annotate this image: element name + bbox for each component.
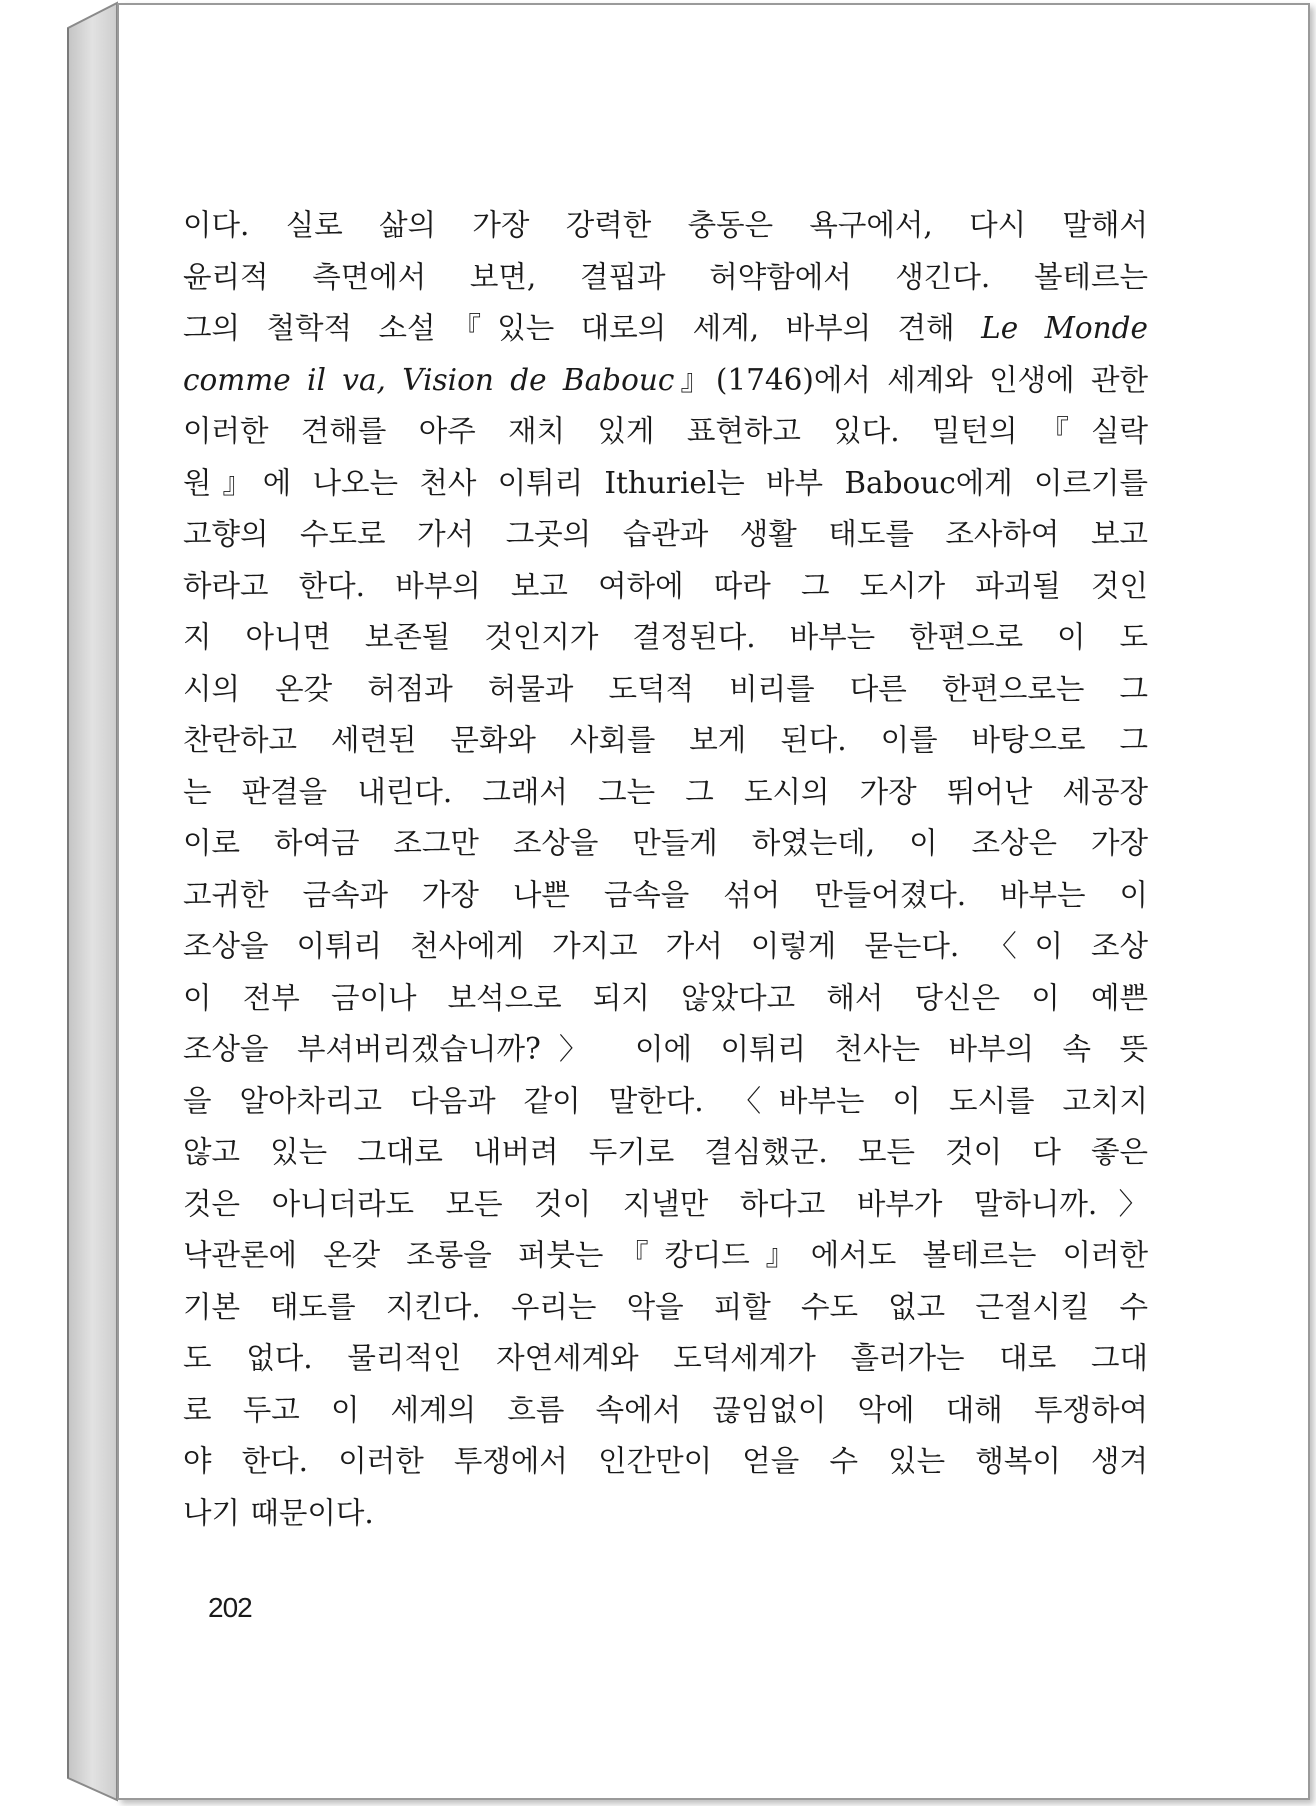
text-line: 야 한다. 이러한 투쟁에서 인간만이 얻을 수 있는 행복이 생겨 [183,1444,1148,1478]
text-line: 을 알아차리고 다음과 같이 말한다. 〈바부는 이 도시를 고치지 [183,1083,1148,1118]
text-line: 않고 있는 그대로 내버려 두기로 결심했군. 모든 것이 다 좋은 [183,1135,1148,1169]
text-line: 지 아니면 보존될 것인지가 결정된다. 바부는 한편으로 이 도 [183,620,1148,654]
text-line-segment: 』(1746)에서 세계와 인생에 관한 [674,362,1148,397]
text-line: 로 두고 이 세계의 흐름 속에서 끊임없이 악에 대해 투쟁하여 [183,1392,1148,1427]
text-line: 나기 때문이다. [183,1495,374,1530]
text-line: 것은 아니더라도 모든 것이 지낼만 하다고 바부가 말하니까.〉 [183,1186,1148,1221]
text-line: 조상을 부셔버리겠습니까?〉 이에 이튀리 천사는 바부의 속 뜻 [183,1032,1148,1066]
text-line: 도 없다. 물리적인 자연세계와 도덕세계가 흘러가는 대로 그대 [183,1341,1148,1375]
page-body-text [183,200,1148,1539]
text-line: 이다. 실로 삶의 가장 강력한 충동은 욕구에서, 다시 말해서 [183,208,1148,242]
italic-title: comme il va, Vision de Babouc [183,362,675,397]
text-line: 낙관론에 온갖 조롱을 퍼붓는『캉디드』에서도 볼테르는 이러한 [183,1238,1148,1272]
text-line: 시의 온갖 허점과 허물과 도덕적 비리를 다른 한편으로는 그 [183,671,1148,706]
text-line: 이로 하여금 조그만 조상을 만들게 하였는데, 이 조상은 가장 [183,826,1148,860]
text-line: 고귀한 금속과 가장 나쁜 금속을 섞어 만들어졌다. 바부는 이 [183,877,1148,912]
text-line: 는 판결을 내린다. 그래서 그는 그 도시의 가장 뛰어난 세공장 [183,774,1148,809]
text-line: 이러한 견해를 아주 재치 있게 표현하고 있다. 밀턴의『실락 [183,414,1148,448]
text-line [183,355,1148,407]
page-number: 202 [208,1592,252,1623]
text-line: 조상을 이튀리 천사에게 가지고 가서 이렇게 묻는다. 〈이 조상 [183,929,1148,963]
text-line: 찬란하고 세련된 문화와 사회를 보게 된다. 이를 바탕으로 그 [183,723,1148,757]
text-line: 원』에 나오는 천사 이튀리 Ithuriel는 바부 Babouc에게 이르기를 [183,465,1148,500]
text-line: 고향의 수도로 가서 그곳의 습관과 생활 태도를 조사하여 보고 [183,517,1148,551]
text-line-segment: 그의 철학적 소설『있는 대로의 세계, 바부의 견해 [183,311,955,345]
italic-title: Le Monde [981,311,1148,345]
text-line [183,303,1148,355]
text-line: 하라고 한다. 바부의 보고 여하에 따라 그 도시가 파괴될 것인 [183,568,1148,603]
text-line: 이 전부 금이나 보석으로 되지 않았다고 해서 당신은 이 예쁜 [183,980,1148,1015]
text-line: 윤리적 측면에서 보면, 결핍과 허약함에서 생긴다. 볼테르는 [183,259,1148,294]
text-line: 기본 태도를 지킨다. 우리는 악을 피할 수도 없고 근절시킬 수 [183,1289,1148,1324]
